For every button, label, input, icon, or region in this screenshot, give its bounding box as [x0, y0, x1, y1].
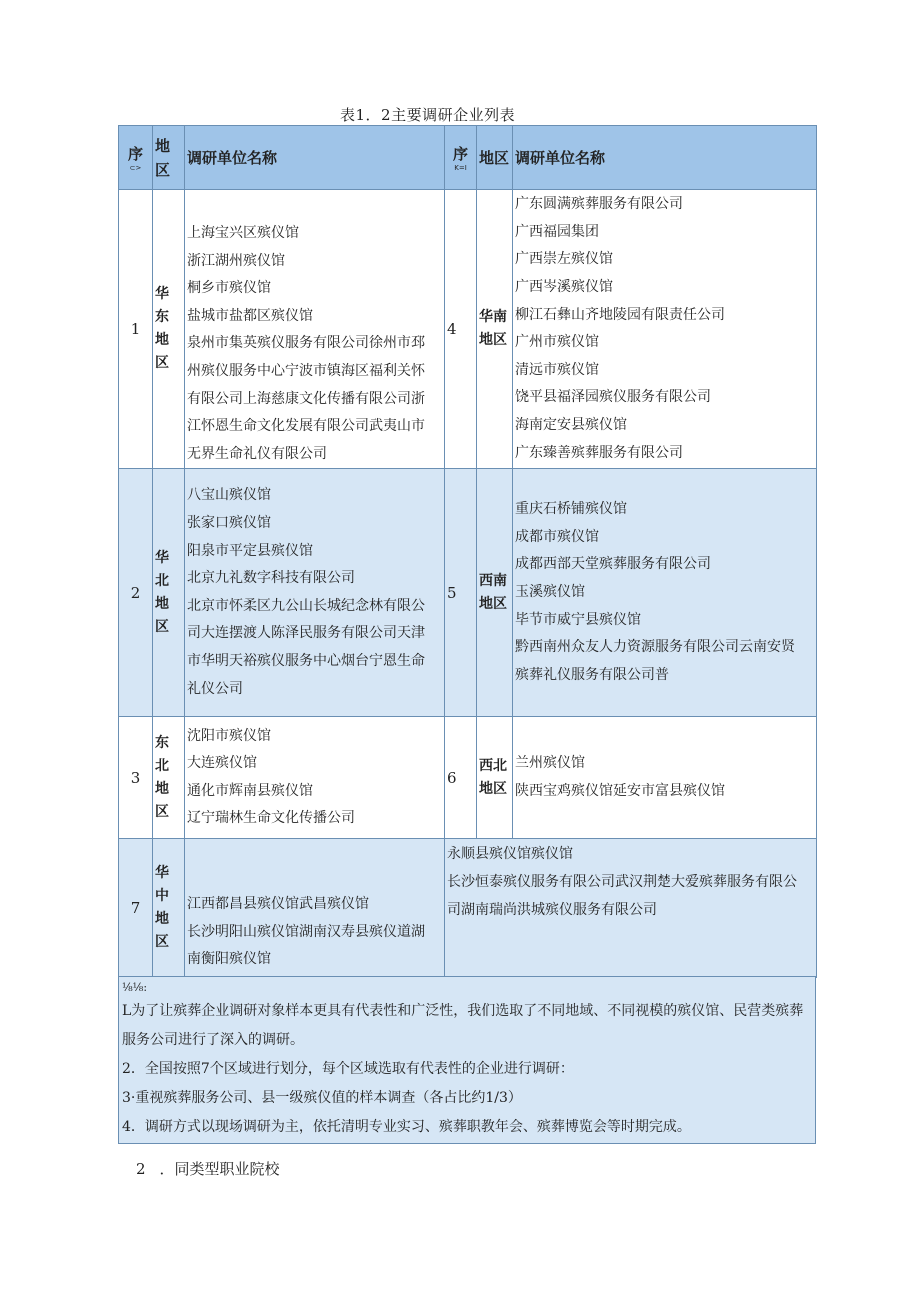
region-cell: 华中地区 — [153, 839, 185, 978]
header-region-left: 地区 — [153, 126, 185, 190]
region-cell: 西南地区 — [477, 469, 513, 717]
unit-wrapped-text: 长沙恒泰殡仪服务有限公司武汉荆楚大爱殡葬服务有限公司湖南瑞尚洪城殡仪服务有限公司 — [447, 873, 797, 918]
unit-item: 浙江湖州殡仪馆 — [187, 252, 285, 269]
unit-list — [513, 717, 817, 839]
seq-cell: 7 — [119, 839, 153, 978]
section-number: 2 — [136, 1160, 146, 1178]
unit-item: 广州市殡仪馆 — [515, 334, 599, 351]
unit-list — [185, 717, 445, 839]
unit-item: 重庆石桥铺殡仪馆 — [515, 501, 627, 518]
unit-item: 广东圆满殡葬服务有限公司 — [515, 196, 683, 213]
unit-item: 阳泉市平定县殡仪馆 — [187, 542, 313, 559]
note-item: 4．调研方式以现场调研为主，依托清明专业实习、殡葬职教年会、殡葬博览会等时期完成。 — [122, 1119, 691, 1135]
unit-item: 兰州殡仪馆 — [515, 755, 585, 772]
seq-cell: 4 — [445, 190, 477, 469]
section-heading — [136, 1158, 280, 1179]
unit-item: 上海宝兴区殡仪馆 — [187, 225, 299, 241]
unit-list — [513, 190, 817, 469]
unit-list — [185, 190, 445, 469]
unit-item: 辽宁瑞林生命文化传播公司 — [187, 810, 355, 827]
header-seq-right: 序 K=I — [445, 126, 477, 190]
unit-item: 海南定安县殡仪馆 — [515, 416, 627, 433]
notes-label: ⅛⅛: — [122, 981, 148, 994]
header-unit-right: 调研单位名称 — [513, 126, 817, 190]
region-cell: 东北地区 — [153, 717, 185, 839]
unit-item: 盐城市盐都区殡仪馆 — [187, 307, 313, 324]
unit-list — [445, 839, 817, 978]
table-header-row — [119, 126, 817, 190]
seq-cell: 2 — [119, 469, 153, 717]
unit-wrapped-text: 黔西南州众友人力资源服务有限公司云南安贤殡葬礼仪服务有限公司普 — [515, 639, 795, 683]
unit-list — [185, 839, 445, 978]
unit-item: 广西崇左殡仪馆 — [515, 251, 613, 268]
unit-item: 广东臻善殡葬服务有限公司 — [515, 444, 683, 461]
seq-cell: 5 — [445, 469, 477, 717]
survey-table — [118, 125, 817, 978]
note-item: 2．全国按照7个区域进行划分，每个区域选取有代表性的企业进行调研： — [122, 1061, 574, 1077]
unit-list — [513, 469, 817, 717]
region-cell: 华东地区 — [153, 190, 185, 469]
unit-wrapped-text: 北京市怀柔区九公山长城纪念林有限公司大连摆渡人陈泽民服务有限公司天津市华明天裕殡仪服务中心烟台宁恩生命礼仪公司 — [187, 597, 425, 697]
seq-cell: 1 — [119, 190, 153, 469]
unit-item: 江西都昌县殡仪馆武昌殡仪馆 — [187, 895, 369, 912]
note-item: L为了让殡葬企业调研对象样本更具有代表性和广泛性，我们选取了不同地域、不同视模的殡仪馆、民营类殡葬服务公司进行了深入的调研。 — [122, 1003, 804, 1048]
unit-item: 陕西宝鸡殡仪馆延安市富县殡仪馆 — [515, 782, 725, 799]
header-unit-left: 调研单位名称 — [185, 126, 445, 190]
table-row — [119, 839, 817, 978]
unit-item: 张家口殡仪馆 — [187, 515, 271, 532]
region-cell: 西北地区 — [477, 717, 513, 839]
unit-item: 柳江石彝山齐地陵园有限责任公司 — [515, 306, 725, 323]
unit-item: 清远市殡仪馆 — [515, 361, 599, 378]
seq-cell: 6 — [445, 717, 477, 839]
section-title: ．同类型职业院校 — [159, 1160, 280, 1178]
unit-item: 桐乡市殡仪馆 — [187, 280, 271, 297]
unit-item: 成都西部天堂殡葬服务有限公司 — [515, 556, 711, 573]
header-seq-left: 序 ⊂> — [119, 126, 153, 190]
unit-item: 玉溪殡仪馆 — [515, 584, 585, 601]
unit-wrapped-text: 泉州市集英殡仪服务有限公司徐州市邳州殡仪服务中心宁波市镇海区福利关怀有限公司上海慈康文化传播有限公司浙江怀恩生命文化发展有限公司武夷山市无界生命礼仪有限公司 — [187, 335, 425, 462]
table-caption: 表1．2主要调研企业列表 — [340, 106, 516, 124]
unit-item: 饶平县福泽园殡仪服务有限公司 — [515, 389, 711, 406]
unit-list — [185, 469, 445, 717]
seq-cell: 3 — [119, 717, 153, 839]
header-region-right: 地区 — [477, 126, 513, 190]
notes-box — [118, 976, 816, 1144]
unit-item: 八宝山殡仪馆 — [187, 487, 271, 504]
unit-wrapped-text: 长沙明阳山殡仪馆湖南汉寿县殡仪道湖南衡阳殡仪馆 — [187, 923, 425, 968]
unit-item: 沈阳市殡仪馆 — [187, 727, 271, 744]
unit-item: 北京九礼数字科技有限公司 — [187, 570, 355, 587]
region-cell: 华北地区 — [153, 469, 185, 717]
table-row — [119, 717, 817, 839]
note-item: 3·重视殡葬服务公司、县一级殡仪值的样本调查（各占比约1/3） — [122, 1090, 522, 1106]
unit-item: 成都市殡仪馆 — [515, 528, 599, 545]
region-cell: 华南地区 — [477, 190, 513, 469]
unit-item: 毕节市威宁县殡仪馆 — [515, 611, 641, 628]
unit-item: 广西岑溪殡仪馆 — [515, 278, 613, 295]
unit-item: 通化市辉南县殡仪馆 — [187, 782, 313, 799]
unit-item: 永顺县殡仪馆殡仪馆 — [447, 846, 573, 863]
table-row — [119, 469, 817, 717]
unit-item: 广西福园集团 — [515, 223, 599, 240]
table-row — [119, 190, 817, 469]
unit-item: 大连殡仪馆 — [187, 755, 257, 772]
